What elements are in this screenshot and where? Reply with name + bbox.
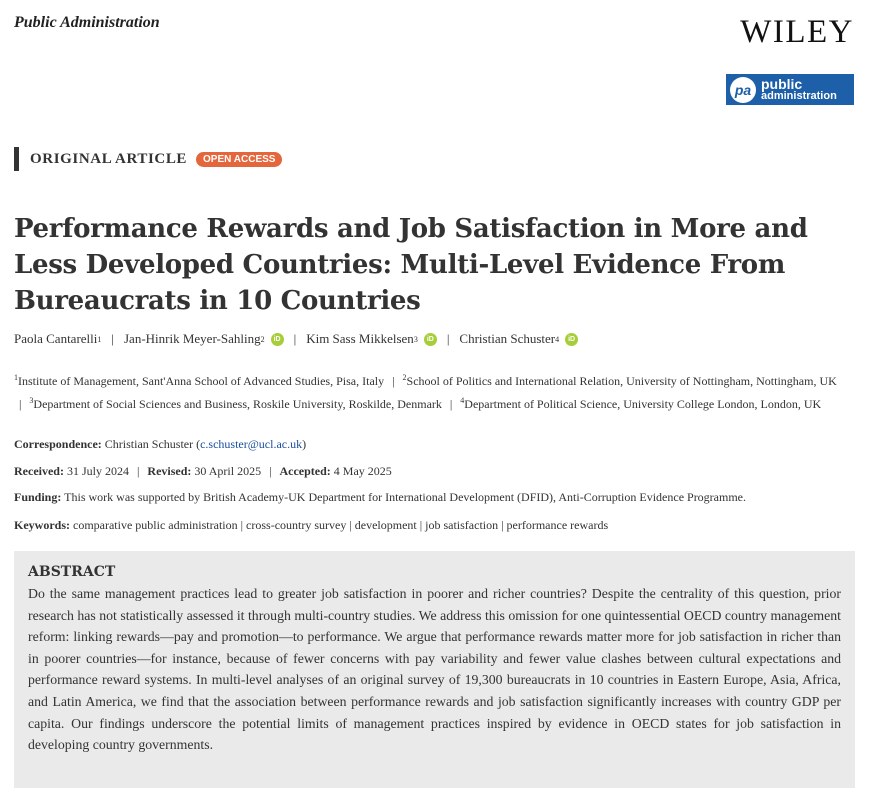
- affiliation-text: School of Politics and International Relation, University of Nottingham, Nottingham, UK: [406, 374, 837, 388]
- author-list: [14, 331, 578, 347]
- article-type: ORIGINAL ARTICLE: [30, 150, 188, 167]
- affiliation-sup: 1: [14, 373, 18, 382]
- author-name[interactable]: Jan-Hinrik Meyer-Sahling: [124, 331, 261, 346]
- keyword[interactable]: comparative public administration: [73, 518, 238, 532]
- author-name[interactable]: Kim Sass Mikkelsen: [306, 331, 414, 346]
- affiliation-separator: |: [392, 374, 395, 388]
- affiliation-sup: 4: [460, 396, 465, 405]
- keyword-separator: |: [349, 518, 352, 532]
- abstract-box: [14, 551, 855, 788]
- open-access-badge[interactable]: OPEN ACCESS: [196, 152, 282, 167]
- journal-badge-line2: administration: [761, 90, 837, 102]
- keyword[interactable]: job satisfaction: [425, 518, 499, 532]
- affiliation-sup: 3: [29, 396, 34, 405]
- author-affiliation-sup: 4: [555, 334, 560, 344]
- keywords-line: [14, 518, 608, 533]
- affiliation-text: Department of Political Science, University College London, London, UK: [464, 397, 822, 411]
- abstract-text: Do the same management practices lead to greater job satisfaction in poorer and richer countries? Despite the centrality of this question, prior research has not statistically assessed it through multi-country studies. We address this omission for one quintessential OECD country management reform: linking rewards—pay and promotion—to performance. We argue that performance rewards matter more for job satisfaction in richer than in poorer countries—for instance, because of fewer concerns with pay variability and fewer value clashes between cultural expectations and performance reward systems. In multi-level analyses of an original survey of 19,300 bureaucrats in 10 countries in Eastern Europe, Asia, Africa, and Latin America, we find that the association between performance rewards and job satisfaction significantly increases with country GDP per capita. Our findings underscore the potential limits of management practices inspired by evidence in OECD states for job satisfaction in developing country governments.: [28, 586, 841, 753]
- affiliation-sup: 2: [402, 373, 407, 382]
- article-type-row: [14, 147, 282, 171]
- author-affiliation-sup: 2: [260, 334, 265, 344]
- correspondence-name: Christian Schuster: [104, 437, 194, 451]
- revised-label: Revised:: [147, 464, 192, 478]
- orcid-icon[interactable]: iD: [271, 333, 284, 346]
- received-date: 31 July 2024: [66, 464, 129, 478]
- date-separator: |: [269, 464, 272, 478]
- author-separator: |: [111, 331, 114, 346]
- article-title: Performance Rewards and Job Satisfaction in More and Less Developed Countries: Multi-Level Evidence From Bureaucrats in 10 Countries: [14, 214, 808, 316]
- keyword-separator: |: [419, 518, 423, 532]
- affiliations: [14, 368, 844, 414]
- journal-name[interactable]: Public Administration: [14, 14, 160, 31]
- article-type-bar: [14, 147, 19, 171]
- publisher-logo[interactable]: WILEY: [740, 14, 854, 50]
- accepted-label: Accepted:: [279, 464, 331, 478]
- author-name[interactable]: Paola Cantarelli: [14, 331, 98, 346]
- orcid-icon[interactable]: iD: [424, 333, 437, 346]
- keyword-separator: |: [240, 518, 244, 532]
- journal-badge-text: [761, 77, 837, 102]
- keyword[interactable]: cross-country survey: [246, 518, 347, 532]
- dates-line: [14, 464, 392, 479]
- keyword[interactable]: performance rewards: [506, 518, 609, 532]
- author-separator: |: [446, 331, 450, 346]
- correspondence-label: Correspondence:: [14, 437, 102, 451]
- orcid-icon[interactable]: iD: [565, 333, 578, 346]
- affiliation-text: Department of Social Sciences and Business, Roskile University, Roskilde, Denmark: [33, 397, 442, 411]
- keyword-separator: |: [501, 518, 504, 532]
- keyword[interactable]: development: [354, 518, 417, 532]
- journal-badge-line1: public: [761, 76, 803, 92]
- correspondence-email-link[interactable]: c.schuster@ucl.ac.uk: [200, 437, 303, 451]
- author-affiliation-sup: 3: [413, 334, 418, 344]
- date-separator: |: [137, 464, 140, 478]
- author-separator: |: [293, 331, 297, 346]
- funding-line: [14, 490, 746, 505]
- accepted-date: 4 May 2025: [333, 464, 392, 478]
- affiliation-separator: |: [449, 397, 453, 411]
- abstract-heading: ABSTRACT: [28, 564, 116, 580]
- revised-date: 30 April 2025: [194, 464, 262, 478]
- journal-badge[interactable]: [726, 74, 854, 105]
- funding-text: This work was supported by British Academy-UK Department for International Development (DFID), Anti-Corruption Evidence Programme.: [64, 490, 746, 504]
- correspondence-line: Correspondence: Christian Schuster (c.schuster@ucl.ac.uk): [14, 437, 307, 451]
- funding-label: Funding:: [14, 490, 62, 504]
- received-label: Received:: [14, 464, 64, 478]
- author-name[interactable]: Christian Schuster: [459, 331, 556, 346]
- affiliation-separator: |: [19, 397, 22, 411]
- journal-badge-mark: pa: [730, 77, 756, 103]
- author-affiliation-sup: 1: [97, 334, 102, 344]
- keywords-label: Keywords:: [14, 518, 70, 532]
- affiliation-text: Institute of Management, Sant'Anna School of Advanced Studies, Pisa, Italy: [18, 374, 385, 388]
